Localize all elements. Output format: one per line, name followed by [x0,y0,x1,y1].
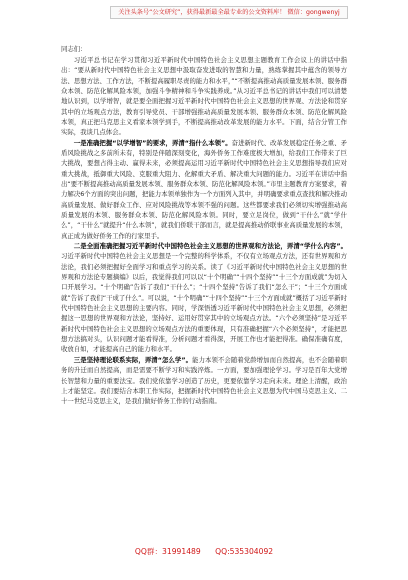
paragraph-text: 习近平新时代中国特色社会主义思想是一个完整的科学体系，不仅有立场观点方法，还有世界观和方法论，我们必须把握好全面学习和重点学习的关系。读了《习近平新时代中国特色社会主义思想的世界观和方法论专题摘编》以后，我觉得我们可以以“十个明确”“十四个坚持”“十三个方面成就”为切入口开展学习。“十个明确”告诉了我们“干什么”；“十四个坚持”告诉了我们“怎么干”；“十三个方面成就”告诉了我们“干成了什么”。可以说，“十个明确”“十四个坚持”“十三个方面成就”概括了习近平新时代中国特色社会主义思想的主要内容。同时，学深悟透习近平新时代中国特色社会主义思想，必须把握这一思想的世界观和方法论，坚持好、运用好贯穿其中的立场观点方法。“六个必须坚持”是习近平新时代中国特色社会主义思想的立场观点方法的重要体现，只有准确把握“六个必须坚持”，才能把思想方法搞对头，认识问题才能看得准，分析问题才看得深，开展工作也才能把得准。确保准确有度，收放自如，才能提高自己的能力和水平。 [61,252,347,354]
qq-text: QQ:535304092 [215,547,274,556]
qq-group-text: QQ群：31991489 [134,547,201,556]
header-banner: 关注头条号“公文研究”，获得最新最全最专业的公文资料库！ 微信：gongwenyj [110,6,348,19]
greeting: 同志们： [61,45,87,53]
footer-contact [0,546,408,557]
paragraph-heading: 一是准确把握“以学增智”的要求，弄清“指什么本领”。 [73,138,232,147]
paragraph [61,138,347,241]
paragraph-text: 能力本领不会随着党龄增加而自然提高，也不会随着职务的升迁而自然提高，而是需要不断学习和实践淬炼。一方面，要加强理论学习。学习是百年大党增长智慧和力量的重要法宝。我们党依靠学习创造了历史，更要依靠学习走向未来。理论上清醒，政治上才能坚定。我们要结合本职工作实际，把握新时代中国特色社会主义思想为代中国马克思主义、二十一世纪马克思主义，是我们做好侨务工作的行动指南。 [61,355,348,406]
paragraph-text: 奋进新时代、改革发展稳定任务之重、矛盾风险挑战之多前所未有，特别是伴随深刻变化，海外侨务工作难度极大增加，给我们工作带来了巨大挑战，要想占得主动、赢得未来，必须提高运用习近平新时代中国特色社会主义思想指导我们应对重大挑战，抵御重大风险、克服重大阻力、化解重大矛盾、解决重大问题的能力。习近平在讲话中指出“要不断提高推动高质量发展本领、服务群众本领、防范化解风险本领。”市里主题教育方案要求，着力解决6个方面的突出问题，把能力本领单独作为一个方面列入其中，并明确要求重点查找和解决推动高质量发展、做好群众工作、应对风险挑战等本领不强的问题。这些都要求我们必须切实增强推动高质量发展的本领、服务群众本领、防范化解风险本领。同时，要立足岗位，做到“干什么”就“学什么”，“干什么”就提升“什么本领”，就我们侨联干部而言，就是提高推动侨联事业高质量发展的本领，真正成为做好侨务工作的行家里手。 [61,138,347,240]
paragraph [61,241,347,355]
paragraph [61,355,347,407]
paragraph-heading: 二是全面准确把握习近平新时代中国特色社会主义思想的世界观和方法论，弄清“学什么内容”。 [73,242,347,251]
paragraph [61,55,347,138]
document-body [61,44,347,407]
paragraph-text: 习近平总书记在学习贯彻习近平新时代中国特色社会主义思想主题教育工作会议上的讲话中指出：“要从新时代中国特色社会主义思想中汲取奋发进取的智慧和力量，熟练掌握其中蕴含的领导方法、思想方法、工作方法，不断提高履职尽责的能力和水平，”“不断提高推动高质量发展本领、服务群众本领、防范化解风险本领，加强斗争精神和斗争实践养成。”从习近平总书记的讲话中我们可以清楚地认识到，以学增智，就是要全面把握习近平新时代中国特色社会主义思想的世界观、方法论和贯穿其中的立场观点方法，教育引导党员、干部增强推动高质量发展本领、服务群众本领、防范化解风险本领，真正把马克思主义看家本领学到手，不断提高推动改革发展的能力水平。下面，结合分管工作实际，我谈几点体会。 [61,55,347,137]
paragraph-heading: 三是坚持理论联系实际，弄清“怎么学”。 [73,355,193,364]
